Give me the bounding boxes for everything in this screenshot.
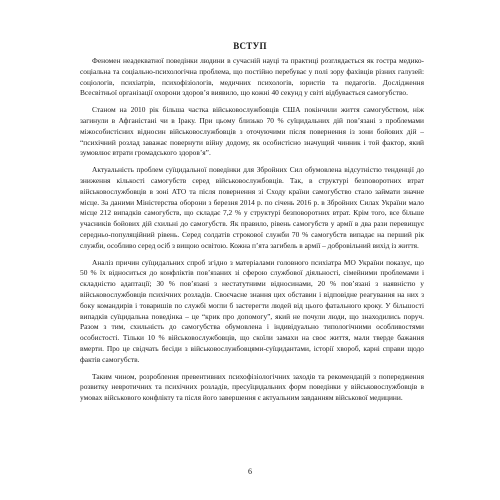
body-text xyxy=(80,56,424,404)
paragraph-2: Станом на 2010 рік більша частка військовослужбовців США покінчили життя самогубством, ніж загинули в Афганістані чи в Іраку. При цьому близько 70 % суїцидальних дій пов’язані з проблемами міжособистісних відносин військовослужбовців з оточуючими після повернення із зони бойових дій – “психічний розлад заважає повернути війну додому, як особистісно значущий чинник і той фактор, який зумовлює втрати громадського здоров’я”. xyxy=(80,105,424,158)
paragraph-1: Феномен неадекватної поведінки людини в сучасній науці та практиці розглядається як гостра медико-соціальна та соціально-психологічна проблема, що постійно перебуває у полі зору фахівців різних галузей: соціологів, психіатрів, психофізіологів, медичних психологів, юристів та педагогів. Дослідження Всесвітньої організації охорони здоров’я виявило, що кожні 40 секунд у світі відбувається самогубство. xyxy=(80,56,424,98)
section-heading: ВСТУП xyxy=(233,41,267,51)
paragraph-3: Актуальність проблем суїцидальної поведінки для Збройних Сил обумовлена відсутністю тенденції до зниження кількості самогубств серед військовослужбовців. Так, в структурі безповоротних втрат військовослужбовців в зоні АТО та після повернення зі Сходу країни самогубство стало займати значне місце. За даними Міністерства оборони з березня 2014 р. по січень 2016 р. в Збройних Силах України мало місце 212 випадків самогубств, що складає 7,2 % у структурі безповоротних втрат. Крім того, все більше учасників бойових дій схильні до самогубств. Як правило, рівень самогубств у армії в два рази перевищує середньо-популяційний рівень. Серед солдатів строкової служби 70 % самогубств випадає на перший рік служби, особливо серед осіб з вищою освітою. Кожна п’ята загибель в армії – добровільний вихід із життя. xyxy=(80,165,424,250)
paragraph-5: Таким чином, розроблення превентивних психофізіологічних заходів та рекомендацій з попередження розвитку невротичних та психічних розладів, пресуїцидальних форм поведінки у військовослужбовців в умовах військового конфлікту та після його завершення є актуальним завданням військової медицини. xyxy=(80,371,424,403)
paragraph-4: Аналіз причин суїцидальних спроб згідно з матеріалами головного психіатра МО України показує, що 50 % їх відноситься до конфліктів пов’язаних зі сферою службової діяльності, сімейними проблемами і складністю адаптації; 30 % пов’язані з нестатутними відносинами, 20 % пов’язані з наявністю у військовослужбовців психічних розладів. Своєчасне знання цих обставин і відповідне реагування на них з боку командирів і товаришів по службі могли б застерегти людей від цього фатального кроку. У більшості випадків суїцидальна поведінка – це “крик про допомогу”, який не почули люди, що знаходились поруч. Разом з тим, схильність до самогубства обумовлена і індивідуально типологічними особливостями особистості. Тільки 10 % військовослужбовців, що скоїли замахи на своє життя, мали тверде бажання вмерти. Про це свідчать бесіди з військовослужбовцями-суїцидантами, історії хвороб, карні справи щодо фактів самогубств. xyxy=(80,257,424,364)
page-number: 6 xyxy=(248,467,252,476)
